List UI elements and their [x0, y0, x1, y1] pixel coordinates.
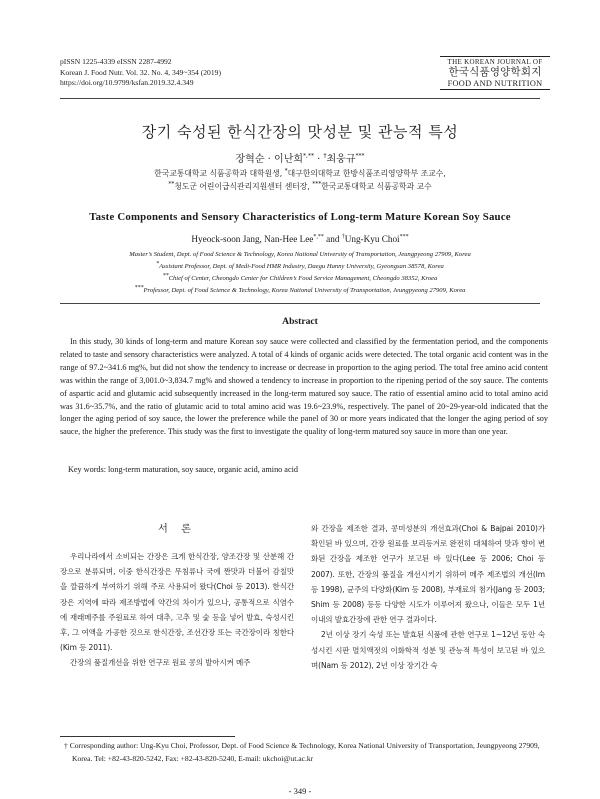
affiliation-kr: 한국교통대학교 식품공학과 대학원생, — [154, 169, 285, 178]
author-separator: · — [267, 154, 271, 165]
abstract-text: In this study, 30 kinds of long-term and mature Korean soy sauce were collected and classified by the fermentation period, and the components related to taste and sensory characteristics were analyzed. A total of 4 kinds of organic acids were detected. The total organic acid content was in the range of 97.2~341.6 mg%, but did not show the tendency to increase or decrease in proportion to the aging period. The total free amino acid content was within the range of 3,001.0~3,834.7 mg% and showed a tendency to increase in proportion to the ripening period of the soy sauce. The contents of aspartic acid and glutamic acid subsequently increased in the long-term matured soy sauce. The ratio of essential amino acid to total amino acid was 31.6~35.7%, and the ratio of glutamic acid to total amino acid was 19.6~23.9%, respectively. The panel of 20~29-year-old indicated that the longer the aging period of soy sauce, the lower the preference while the panel of 30 or more years indicated that the longer the aging period of soy sauce, the higher the preference. This study was the first to investigate the quality of long-term matured soy sauce in more than one year. — [60, 337, 548, 437]
affiliations-korean-line-1 — [0, 168, 600, 179]
affiliation-kr: 청도군 어린이급식관리지원센터 센터장, — [174, 182, 313, 191]
journal-name-en-top: THE KOREAN JOURNAL OF — [440, 56, 550, 66]
affiliation-sup: *** — [134, 284, 144, 291]
journal-logo — [440, 56, 550, 90]
authors-en-and: and — [323, 234, 342, 244]
paragraph: 간장의 품질개선을 위한 연구로 원료 콩의 발아시켜 메주 — [70, 658, 251, 668]
affiliation-en-text: Professor, Dept. of Food Science & Technology, Korea National University of Transportation, Jeungpyeong 27909, Korea — [143, 287, 466, 294]
authors-en-1-sup: *,** — [313, 233, 324, 240]
title-english: Taste Components and Sensory Characteristics of Long-term Mature Korean Soy Sauce — [89, 211, 511, 223]
author-1-kr: 장혁순 — [235, 154, 265, 165]
section-heading-intro: 서 론 — [158, 524, 196, 535]
author-2-kr: 이난희 — [274, 154, 304, 165]
body-column-left — [60, 549, 294, 671]
affiliation-sup: ** — [162, 272, 169, 279]
affiliation-sup: * — [284, 167, 288, 175]
affiliation-en-4 — [0, 286, 600, 297]
affiliation-en-text: Master’s Student, Dept. of Food Science & Technology, Korea National University of Transportation, Jeungpyeong 27909, Korea — [129, 251, 471, 258]
citation-line: Korean J. Food Nutr. Vol. 32. No. 4, 349~354 (2019) — [60, 67, 221, 77]
authors-en-2-sup: *** — [399, 233, 409, 240]
affiliation-kr: 대구한의대학교 한방식품조리영양학부 조교수, — [287, 169, 446, 178]
header-divider — [60, 98, 540, 99]
affiliation-en-text: Chief of Center, Cheongdo Center for Children’s Food Service Management, Cheongdo 38352, Kroea — [168, 275, 438, 282]
paragraph: 2년 이상 장기 숙성 또는 발효된 식품에 관한 연구로 1~12년 동안 숙성시킨 시판 멸치액젓의 이화학적 성분 및 관능적 특성이 보고된 바 있으며(Nam 등 2012), 2년 이상 장기간 숙 — [311, 630, 545, 670]
journal-citation-block — [60, 57, 221, 89]
keywords: Key words: long-term maturation, soy sauce, organic acid, amino acid — [68, 465, 298, 474]
author-separator: · — [317, 154, 321, 165]
paragraph: 와 간장을 제조한 결과, 콩미성분의 개선효과(Choi & Bajpai 2010)가 확인된 바 있으며, 간장 원료를 보리등겨로 완전히 대체하여 맛과 향이 변화된 간장을 제조한 연구가 보고된 바 있다(Lee 등 2006; Choi 등 2007). 또한, 간장의 품질을 개선시키기 위하여 메주 제조법의 개선(Im 등 1998), 균주의 다양화(Kim 등 2008), 부재료의 첨가(Jang 등 2003; Shim 등 2008) 등등 다양한 시도가 이루어져 왔으나, 이들은 모두 1년 이내의 발효간장에 관한 연구 결과이다. — [311, 524, 545, 625]
issn-line: pISSN 1225-4339 eISSN 2287-4992 — [60, 57, 172, 66]
author-2-kr-sup: *,** — [303, 152, 314, 160]
authors-korean — [0, 150, 600, 165]
affiliation-sup: ** — [168, 180, 175, 188]
author-3-kr: 최웅규 — [326, 154, 356, 165]
author-3-kr-sup: *** — [355, 152, 365, 160]
affiliation-kr: 한국교통대학교 식품공학과 교수 — [321, 182, 432, 191]
page-number: - 349 - — [288, 786, 312, 796]
corresponding-author-footnote: † Corresponding author: Ung-Kyu Choi, Professor, Dept. of Food Science & Technology, Korea National University of Transportation, Jeungpyeong 27909, Korea. Tel: +82-43-820-5242, Fax: +82-43-820-5240, E-mail: ukchoi@ut.ac.kr — [64, 741, 540, 763]
journal-name-en-bottom: FOOD AND NUTRITION — [440, 79, 550, 90]
authors-en-1: Hyeock-soon Jang, Nan-Hee Lee — [191, 234, 314, 244]
authors-en-2: Ung-Kyu Choi — [344, 234, 400, 244]
body-column-right — [311, 521, 545, 673]
abstract-heading: Abstract — [282, 316, 318, 327]
affiliation-en-text: Assistant Professor, Dept. of Medi-Food HMR Industry, Daegu Hanny University, Gyeongsan 38578, Korea — [159, 263, 444, 270]
abstract-divider — [60, 303, 540, 304]
affiliation-en-3 — [0, 274, 600, 285]
journal-name-kr: 한국식품영양학회지 — [448, 66, 542, 78]
affiliation-en-1 — [0, 250, 600, 261]
authors-english — [0, 234, 600, 244]
footnote-divider — [60, 736, 235, 737]
corresponding-mark: † — [341, 233, 345, 240]
doi-link[interactable]: https://doi.org/10.9799/ksfan.2019.32.4.349 — [60, 78, 194, 87]
paragraph: 우리나라에서 소비되는 간장은 크게 한식간장, 양조간장 및 산분해 간장으로 분류되며, 이중 한식간장은 무침류나 국에 짠맛과 더불어 감칠맛을 깔끔하게 부여하기 위해 주로 사용되어 왔다(Choi 등 2013). 한식간장은 지역에 따라 제조방법에 약간의 차이가 있으나, 공통적으로 식염수에 재래메주를 주원료로 하여 대추, 고추 및 숯 등을 넣어 발효, 숙성시킨 후, 그 여액을 가공한 것으로 한식간장, 조선간장 또는 국간장이라 칭한다(Kim 등 2011). — [60, 552, 294, 653]
title-korean: 장기 숙성된 한식간장의 맛성분 및 관능적 특성 — [141, 123, 459, 141]
affiliations-korean-line-2 — [0, 181, 600, 192]
affiliation-sup: *** — [312, 180, 322, 188]
affiliation-en-2 — [0, 262, 600, 273]
corresponding-mark: † — [323, 152, 327, 160]
affiliation-sup: * — [156, 260, 160, 267]
